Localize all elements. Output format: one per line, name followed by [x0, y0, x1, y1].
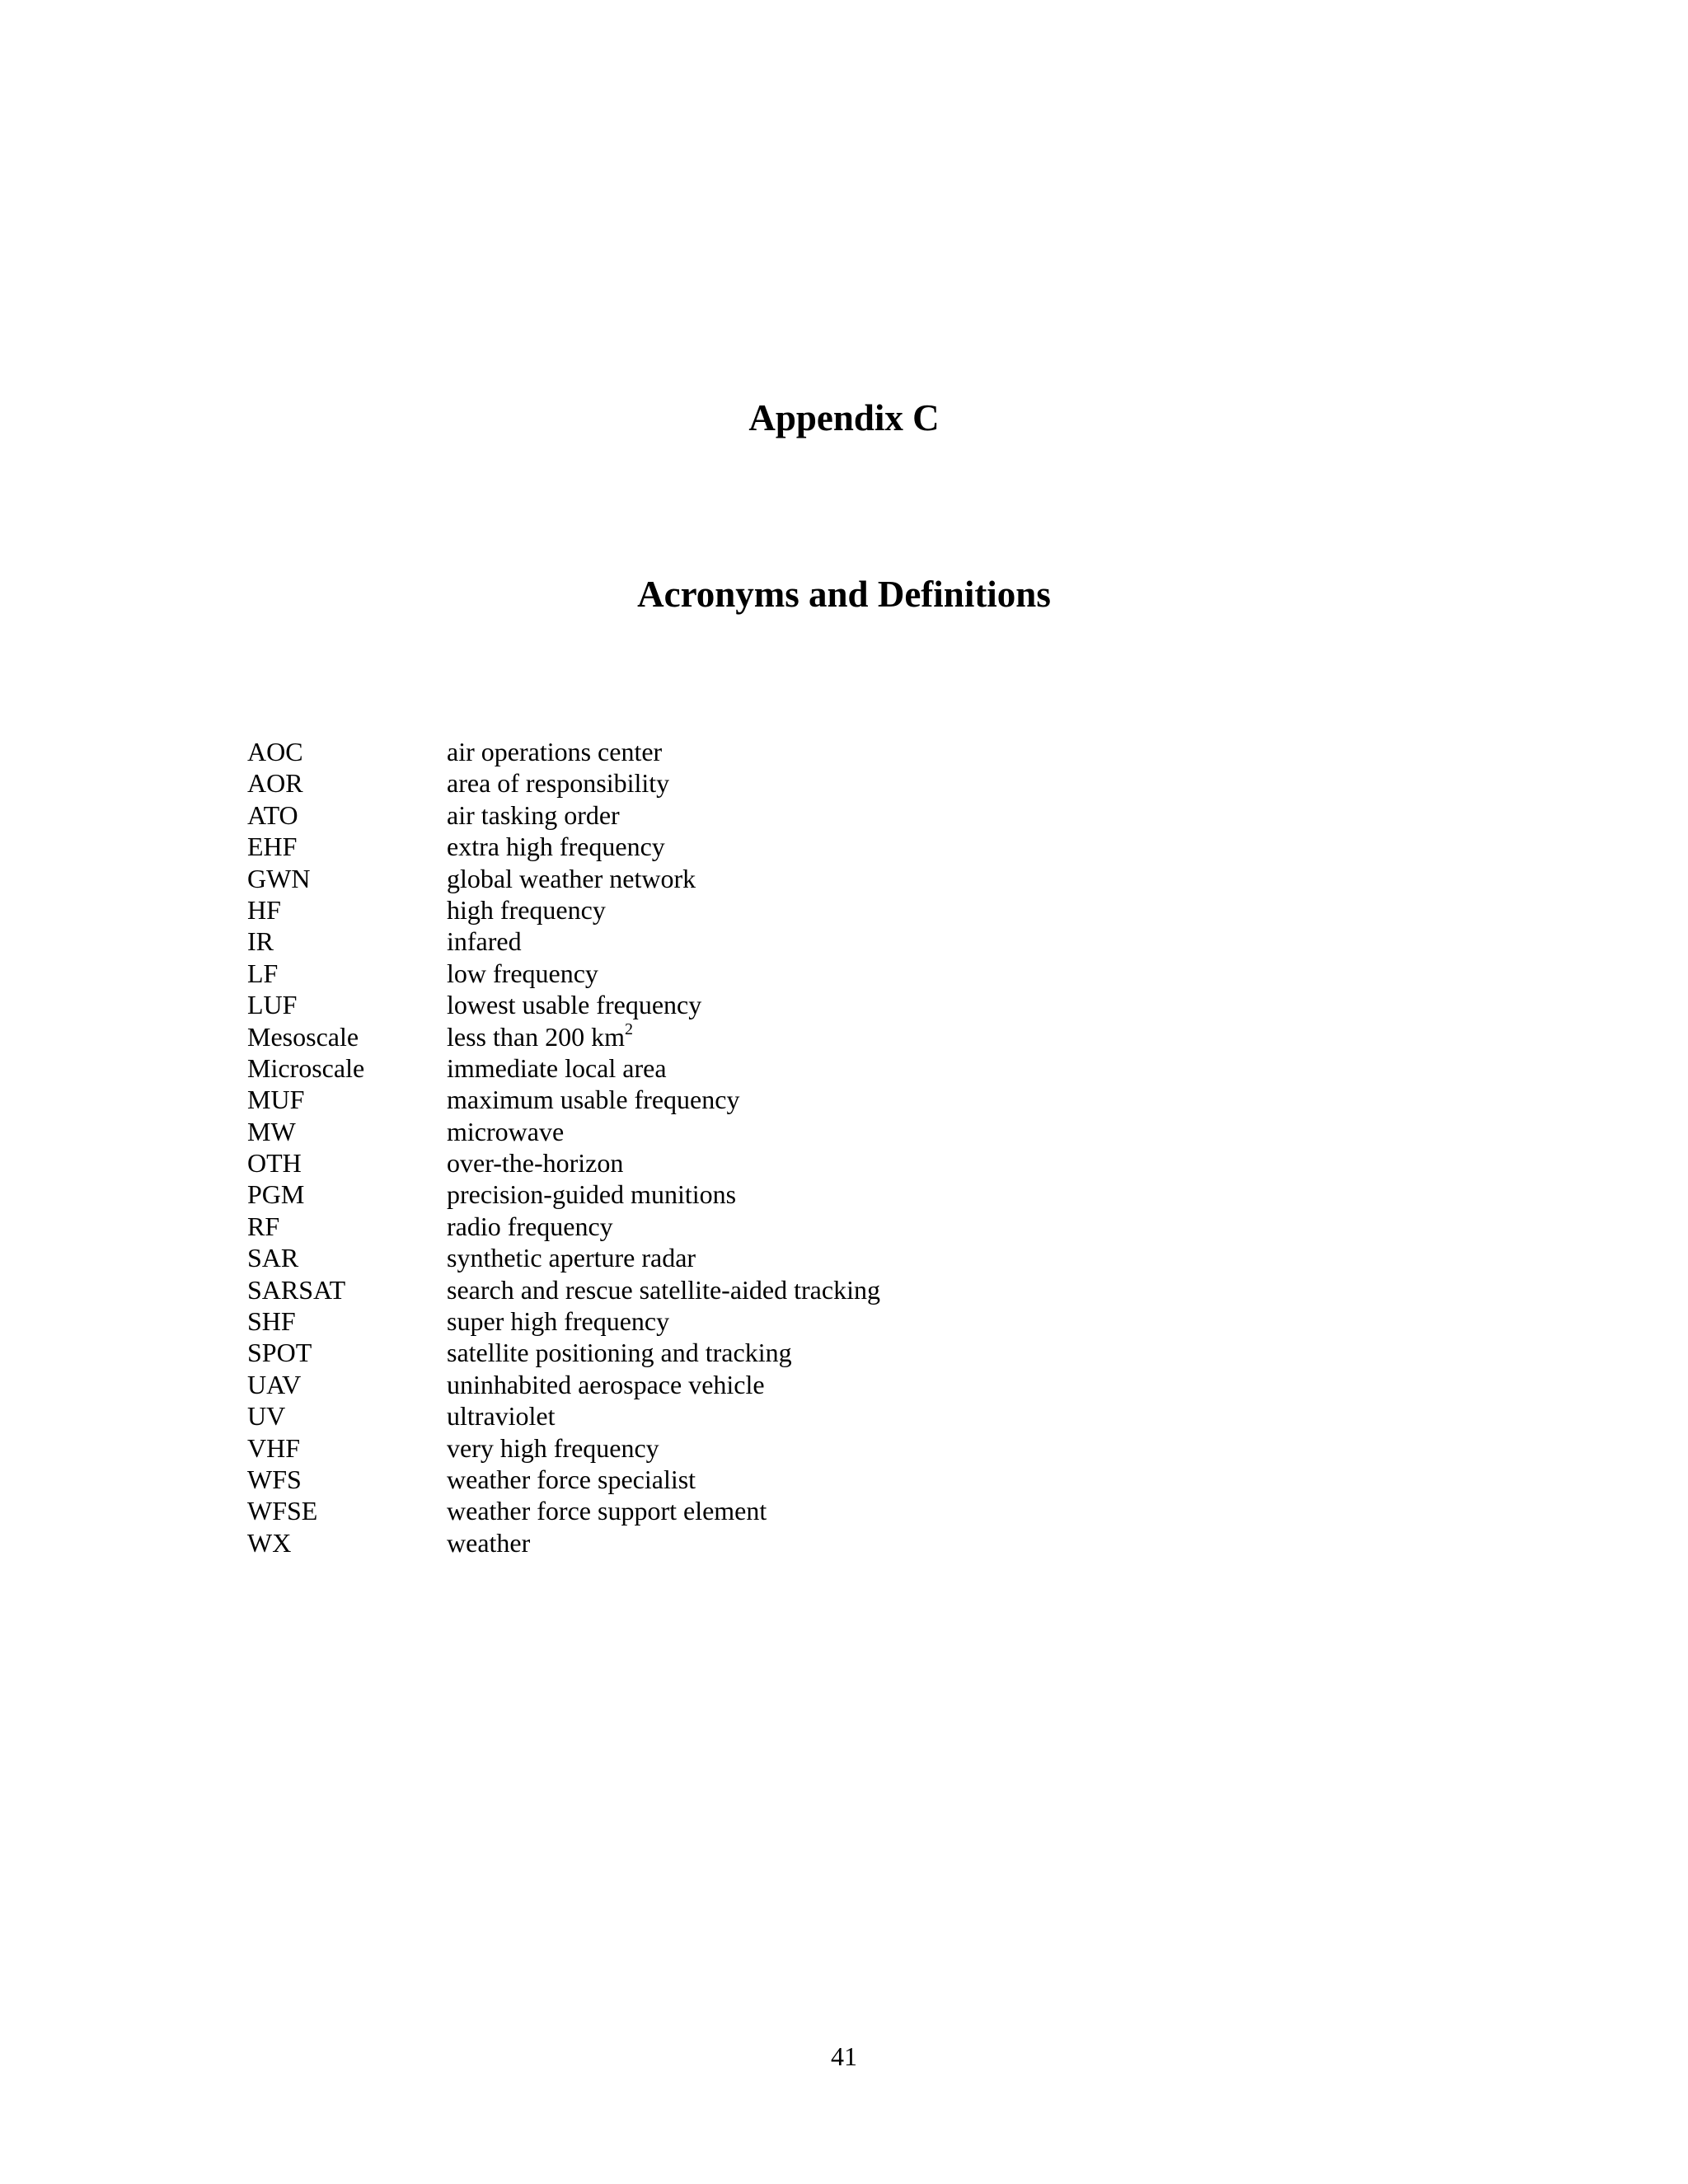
acronym-definition	[447, 1211, 613, 1242]
acronym-term: MUF	[247, 1085, 305, 1115]
acronym-row	[247, 863, 1484, 894]
acronym-row	[247, 926, 1484, 957]
acronym-definition-text: super high frequency	[447, 1306, 670, 1337]
definition-superscript: 2	[624, 1019, 633, 1038]
acronym-term: IR	[247, 926, 274, 957]
acronym-definition-text: search and rescue satellite-aided tracking	[447, 1274, 880, 1305]
acronym-row	[247, 736, 1484, 767]
acronym-definition-text: air operations center	[447, 737, 663, 766]
acronym-term: SHF	[247, 1306, 296, 1337]
acronym-term: LUF	[247, 990, 298, 1020]
acronym-row	[247, 989, 1484, 1020]
acronym-row	[247, 1369, 1484, 1400]
acronym-row	[247, 1400, 1484, 1432]
acronym-definition-text: precision-guided munitions	[447, 1179, 737, 1210]
acronym-row	[247, 767, 1484, 799]
acronym-definition-text: synthetic aperture radar	[447, 1243, 696, 1273]
acronym-row	[247, 958, 1484, 989]
acronym-row	[247, 1211, 1484, 1242]
acronym-term: MW	[247, 1116, 296, 1146]
acronym-term: UV	[247, 1401, 286, 1432]
acronym-term: WX	[247, 1527, 292, 1558]
acronym-definition	[447, 1400, 556, 1432]
acronym-definition-text: uninhabited aerospace vehicle	[447, 1369, 765, 1399]
acronym-term: OTH	[247, 1148, 302, 1179]
acronym-definition	[447, 1432, 659, 1464]
acronym-definition	[447, 799, 620, 831]
appendix-title: Appendix C	[748, 397, 940, 438]
acronym-definition-text: microwave	[447, 1116, 565, 1146]
acronym-row	[247, 1527, 1484, 1558]
acronym-definition	[447, 1052, 667, 1084]
acronym-term: Mesoscale	[247, 1021, 359, 1052]
acronym-definition	[447, 1084, 739, 1115]
acronym-row	[247, 894, 1484, 926]
section-title: Acronyms and Definitions	[637, 574, 1051, 615]
acronym-term: SARSAT	[247, 1274, 346, 1305]
acronym-row	[247, 1464, 1484, 1495]
acronym-row	[247, 1305, 1484, 1337]
acronym-row	[247, 1242, 1484, 1273]
acronym-row	[247, 831, 1484, 862]
acronym-definition	[447, 1242, 696, 1273]
acronym-row	[247, 1052, 1484, 1084]
acronym-term: AOC	[247, 737, 303, 766]
acronym-row	[247, 1021, 1484, 1052]
acronym-term: SAR	[247, 1243, 299, 1273]
acronym-term: GWN	[247, 863, 311, 893]
acronym-term: VHF	[247, 1432, 301, 1463]
acronym-definition	[447, 863, 696, 894]
acronym-definition-text: maximum usable frequency	[447, 1085, 740, 1115]
acronym-definition	[447, 1147, 623, 1179]
acronym-definition-text: weather force support element	[447, 1496, 767, 1526]
acronym-term: PGM	[247, 1179, 305, 1210]
acronym-definition-text: area of responsibility	[447, 768, 670, 799]
acronym-definition	[447, 1369, 765, 1400]
acronym-definition-text: infared	[447, 926, 522, 957]
acronym-definition	[447, 1116, 564, 1147]
acronym-row	[247, 1274, 1484, 1305]
acronym-definition	[447, 1337, 792, 1368]
acronym-term: HF	[247, 894, 281, 925]
acronym-definition-text: weather force specialist	[447, 1464, 696, 1494]
acronym-term: RF	[247, 1211, 280, 1241]
acronym-term: UAV	[247, 1369, 302, 1399]
acronym-definition	[447, 1305, 669, 1337]
acronym-definition-text: lowest usable frequency	[447, 990, 702, 1020]
acronym-row	[247, 1432, 1484, 1464]
acronym-definition	[447, 958, 598, 989]
acronym-term: AOR	[247, 768, 303, 799]
acronym-definition-text: ultraviolet	[447, 1401, 556, 1432]
acronym-definition	[447, 736, 662, 767]
acronym-definition	[447, 1179, 736, 1210]
acronym-definition-text: over-the-horizon	[447, 1148, 624, 1179]
acronym-row	[247, 1116, 1484, 1147]
acronym-term: LF	[247, 958, 279, 988]
acronym-definition-text: immediate local area	[447, 1052, 667, 1083]
acronym-definition	[447, 894, 606, 926]
acronym-definition-text: less than 200 km	[447, 1021, 625, 1052]
acronym-definition-text: weather	[447, 1527, 531, 1558]
acronym-definition-text: low frequency	[447, 958, 598, 988]
acronym-row	[247, 1084, 1484, 1115]
acronym-definition	[447, 767, 669, 799]
acronym-definition-text: air tasking order	[447, 799, 620, 830]
acronym-definition	[447, 1527, 530, 1558]
acronym-definition-text: very high frequency	[447, 1432, 659, 1463]
acronym-definition-text: satellite positioning and tracking	[447, 1338, 792, 1368]
acronym-row	[247, 1147, 1484, 1179]
acronym-row	[247, 1179, 1484, 1210]
acronym-definition	[447, 831, 665, 862]
acronym-definition-text: radio frequency	[447, 1211, 613, 1241]
acronym-definition	[447, 1274, 880, 1305]
acronym-row	[247, 1495, 1484, 1526]
acronym-definition-text: extra high frequency	[447, 832, 665, 862]
acronym-row	[247, 799, 1484, 831]
acronym-row	[247, 1337, 1484, 1368]
acronym-definition	[447, 1021, 633, 1052]
acronym-definition	[447, 989, 701, 1020]
acronym-term: WFS	[247, 1464, 302, 1494]
acronym-definition-text: global weather network	[447, 863, 696, 893]
page-number: 41	[831, 2041, 857, 2071]
acronym-term: WFSE	[247, 1496, 318, 1526]
acronym-definition	[447, 926, 522, 957]
acronym-term: SPOT	[247, 1338, 312, 1368]
acronym-definition	[447, 1495, 767, 1526]
acronym-list	[247, 736, 1484, 1558]
acronym-definition	[447, 1464, 696, 1495]
acronym-term: Microscale	[247, 1052, 365, 1083]
acronym-term: EHF	[247, 832, 298, 862]
acronym-term: ATO	[247, 799, 298, 830]
acronym-definition-text: high frequency	[447, 894, 606, 925]
